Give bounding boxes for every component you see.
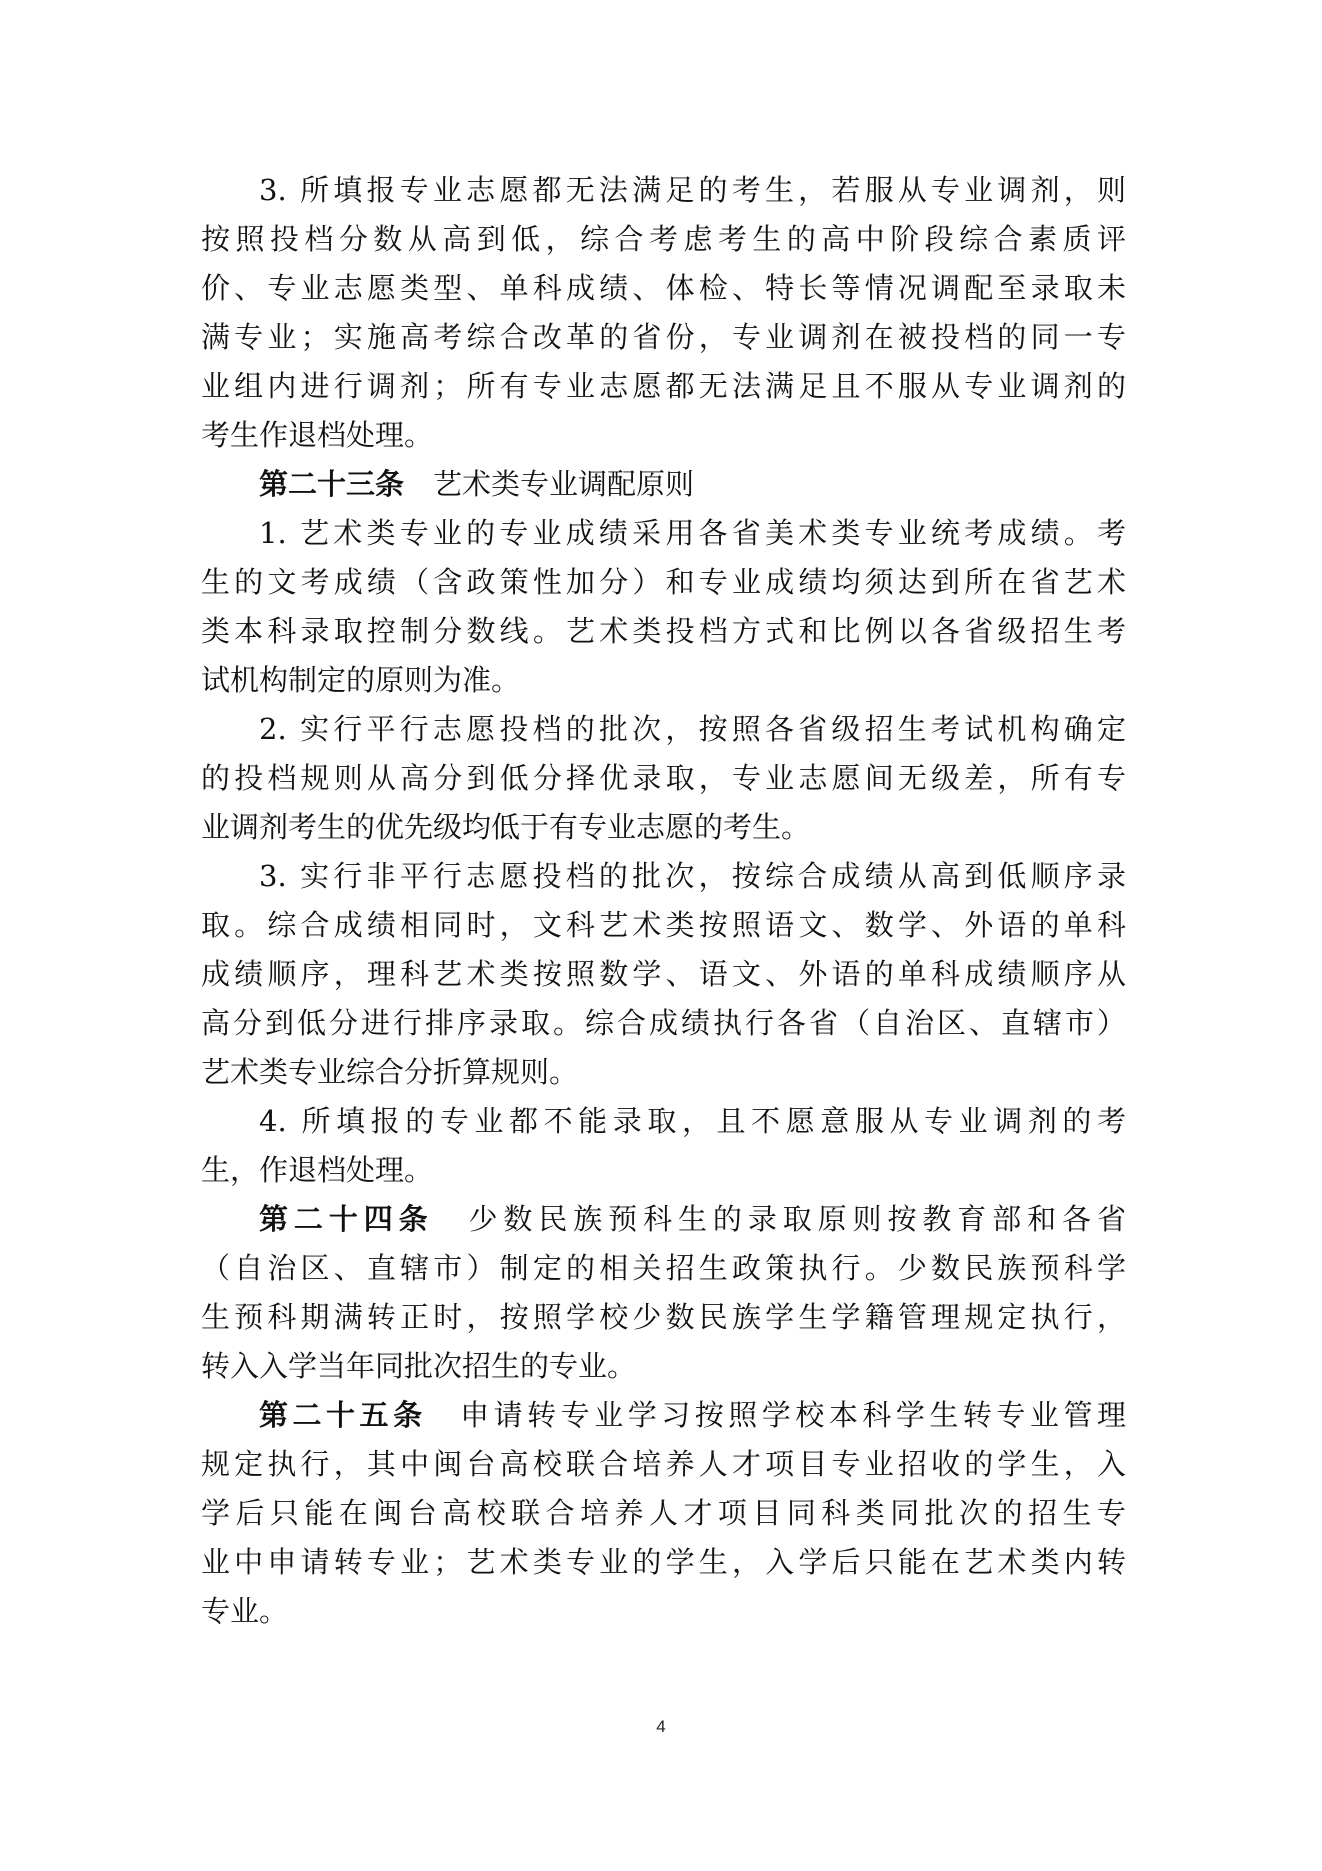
text-line: 规定执行，其中闽台高校联合培养人才项目专业招收的学生，入 xyxy=(201,1447,1126,1481)
text-line: 生，作退档处理。 xyxy=(201,1153,434,1187)
text-line: 价、专业志愿类型、单科成绩、体检、特长等情况调配至录取未 xyxy=(201,271,1126,305)
text-line: 2. 实行平行志愿投档的批次，按照各省级招生考试机构确定 xyxy=(259,712,1126,746)
text-line: 按照投档分数从高到低，综合考虑考生的高中阶段综合素质评 xyxy=(201,222,1126,256)
text-line: 成绩顺序，理科艺术类按照数学、语文、外语的单科成绩顺序从 xyxy=(201,957,1126,991)
text-line: 4. 所填报的专业都不能录取，且不愿意服从专业调剂的考 xyxy=(259,1104,1126,1138)
text-line: 生的文考成绩（含政策性加分）和专业成绩均须达到所在省艺术 xyxy=(201,565,1126,599)
text-line: 专业。 xyxy=(201,1594,289,1628)
article-paragraph xyxy=(201,1391,1126,1636)
text-line: 试机构制定的原则为准。 xyxy=(201,663,521,697)
article-paragraph xyxy=(201,460,1126,509)
article-paragraph xyxy=(201,1195,1126,1391)
text-line: 高分到低分进行排序录取。综合成绩执行各省（自治区、直辖市） xyxy=(201,1006,1126,1040)
article-title: 第二十三条 xyxy=(259,467,405,501)
article-text: 少数民族预科生的录取原则按教育部和各省 xyxy=(468,1202,1126,1236)
text-line: 考生作退档处理。 xyxy=(201,418,434,452)
text-line xyxy=(201,460,1126,509)
paragraph xyxy=(201,852,1126,1097)
text-line xyxy=(201,1195,1126,1244)
text-line: 业中申请转专业；艺术类专业的学生，入学后只能在艺术类内转 xyxy=(201,1545,1126,1579)
text-line xyxy=(201,1391,1126,1440)
paragraph xyxy=(201,509,1126,705)
article-title: 第二十五条 xyxy=(259,1398,427,1432)
text-line: 1. 艺术类专业的专业成绩采用各省美术类专业统考成绩。考 xyxy=(259,516,1126,550)
paragraph xyxy=(201,1097,1126,1195)
text-line: 3. 实行非平行志愿投档的批次，按综合成绩从高到低顺序录 xyxy=(259,859,1126,893)
paragraph xyxy=(201,705,1126,852)
text-line: 类本科录取控制分数线。艺术类投档方式和比例以各省级招生考 xyxy=(201,614,1126,648)
text-line: 转入入学当年同批次招生的专业。 xyxy=(201,1349,637,1383)
document-body xyxy=(201,166,1126,1636)
article-text: 申请转专业学习按照学校本科学生转专业管理 xyxy=(460,1398,1126,1432)
paragraph xyxy=(201,166,1126,460)
text-line: 取。综合成绩相同时，文科艺术类按照语文、数学、外语的单科 xyxy=(201,908,1126,942)
article-text: 艺术类专业调配原则 xyxy=(433,467,695,501)
text-line: 满专业；实施高考综合改革的省份，专业调剂在被投档的同一专 xyxy=(201,320,1126,354)
page-number: 4 xyxy=(656,1717,666,1736)
text-line: 生预科期满转正时，按照学校少数民族学生学籍管理规定执行， xyxy=(201,1300,1126,1334)
text-line: 业组内进行调剂；所有专业志愿都无法满足且不服从专业调剂的 xyxy=(201,369,1126,403)
text-line: 3. 所填报专业志愿都无法满足的考生，若服从专业调剂，则 xyxy=(259,173,1126,207)
text-line: 艺术类专业综合分折算规则。 xyxy=(201,1055,579,1089)
text-line: 业调剂考生的优先级均低于有专业志愿的考生。 xyxy=(201,810,811,844)
text-line: （自治区、直辖市）制定的相关招生政策执行。少数民族预科学 xyxy=(201,1251,1126,1285)
text-line: 的投档规则从高分到低分择优录取，专业志愿间无级差，所有专 xyxy=(201,761,1126,795)
text-line: 学后只能在闽台高校联合培养人才项目同科类同批次的招生专 xyxy=(201,1496,1126,1530)
article-title: 第二十四条 xyxy=(259,1202,434,1236)
